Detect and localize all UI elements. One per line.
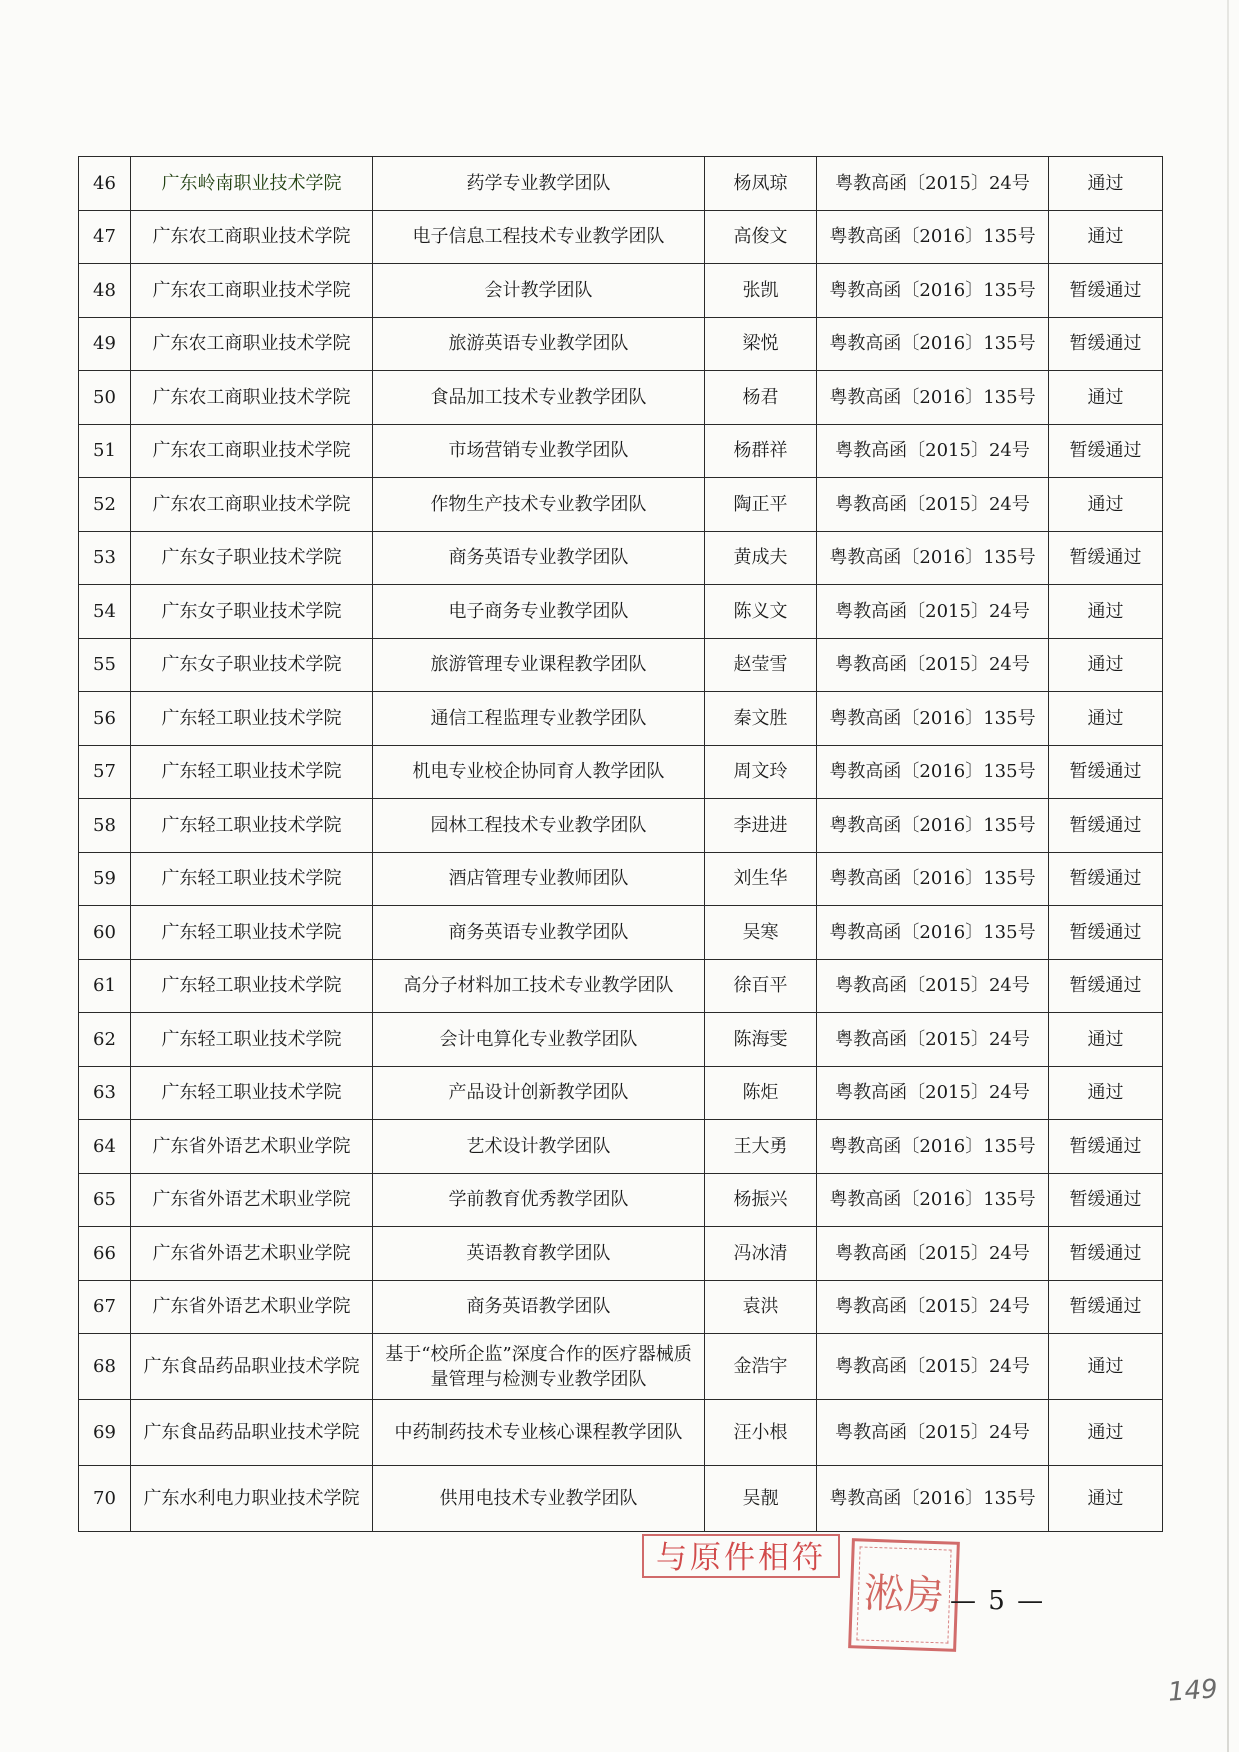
school-name: 广东轻工职业技术学院 [131,745,373,799]
document-number: 粤教高函〔2015〕24号 [817,478,1049,532]
row-number: 47 [79,210,131,264]
review-result: 暂缓通过 [1049,1227,1163,1281]
document-number: 粤教高函〔2015〕24号 [817,1013,1049,1067]
row-number: 50 [79,371,131,425]
review-result: 通过 [1049,210,1163,264]
table-row [79,692,1163,746]
school-name: 广东农工商职业技术学院 [131,478,373,532]
team-name: 旅游管理专业课程教学团队 [373,638,705,692]
copy-certified-stamp: 与原件相符 [642,1534,840,1578]
document-number: 粤教高函〔2015〕24号 [817,959,1049,1013]
review-result: 通过 [1049,1400,1163,1466]
review-result: 通过 [1049,692,1163,746]
page-edge [1227,0,1229,1752]
review-result: 暂缓通过 [1049,1280,1163,1334]
team-name: 英语教育教学团队 [373,1227,705,1281]
team-name: 电子信息工程技术专业教学团队 [373,210,705,264]
team-name: 艺术设计教学团队 [373,1120,705,1174]
team-leader: 刘生华 [705,852,817,906]
table-row [79,264,1163,318]
row-number: 53 [79,531,131,585]
team-leader: 袁洪 [705,1280,817,1334]
school-name: 广东女子职业技术学院 [131,531,373,585]
team-leader: 杨群祥 [705,424,817,478]
row-number: 69 [79,1400,131,1466]
table-row [79,906,1163,960]
document-number: 粤教高函〔2015〕24号 [817,585,1049,639]
review-result: 通过 [1049,1013,1163,1067]
review-result: 暂缓通过 [1049,745,1163,799]
row-number: 59 [79,852,131,906]
school-name: 广东省外语艺术职业学院 [131,1227,373,1281]
team-leader: 李进进 [705,799,817,853]
team-leader: 陶正平 [705,478,817,532]
team-name: 电子商务专业教学团队 [373,585,705,639]
school-name: 广东农工商职业技术学院 [131,424,373,478]
table-row [79,1280,1163,1334]
team-name: 高分子材料加工技术专业教学团队 [373,959,705,1013]
document-number: 粤教高函〔2016〕135号 [817,1173,1049,1227]
team-name: 作物生产技术专业教学团队 [373,478,705,532]
review-result: 通过 [1049,478,1163,532]
school-name: 广东岭南职业技术学院 [131,157,373,211]
team-leader: 黄成夫 [705,531,817,585]
review-result: 通过 [1049,1466,1163,1532]
review-result: 暂缓通过 [1049,424,1163,478]
school-name: 广东食品药品职业技术学院 [131,1400,373,1466]
table-row [79,1120,1163,1174]
row-number: 55 [79,638,131,692]
team-name: 商务英语教学团队 [373,1280,705,1334]
document-number: 粤教高函〔2016〕135号 [817,531,1049,585]
row-number: 62 [79,1013,131,1067]
school-name: 广东女子职业技术学院 [131,638,373,692]
team-leader: 冯冰清 [705,1227,817,1281]
review-result: 暂缓通过 [1049,906,1163,960]
row-number: 54 [79,585,131,639]
review-result: 通过 [1049,1066,1163,1120]
row-number: 61 [79,959,131,1013]
table-row [79,638,1163,692]
table-row [79,371,1163,425]
table-row [79,1466,1163,1532]
row-number: 57 [79,745,131,799]
document-number: 粤教高函〔2016〕135号 [817,210,1049,264]
table-row [79,531,1163,585]
team-name: 会计电算化专业教学团队 [373,1013,705,1067]
document-number: 粤教高函〔2016〕135号 [817,1120,1049,1174]
row-number: 66 [79,1227,131,1281]
row-number: 64 [79,1120,131,1174]
review-result: 暂缓通过 [1049,799,1163,853]
row-number: 46 [79,157,131,211]
table-row [79,1334,1163,1400]
team-leader: 陈海雯 [705,1013,817,1067]
team-leader: 陈义文 [705,585,817,639]
seal-stamp: 淞房 [848,1538,960,1652]
table-row [79,157,1163,211]
table-row [79,799,1163,853]
school-name: 广东农工商职业技术学院 [131,210,373,264]
team-leader: 高俊文 [705,210,817,264]
school-name: 广东省外语艺术职业学院 [131,1173,373,1227]
team-name: 酒店管理专业教师团队 [373,852,705,906]
table-row [79,478,1163,532]
document-number: 粤教高函〔2015〕24号 [817,1066,1049,1120]
team-name: 市场营销专业教学团队 [373,424,705,478]
row-number: 52 [79,478,131,532]
team-leader: 吴靓 [705,1466,817,1532]
document-number: 粤教高函〔2015〕24号 [817,1400,1049,1466]
school-name: 广东农工商职业技术学院 [131,371,373,425]
review-result: 暂缓通过 [1049,317,1163,371]
document-number: 粤教高函〔2016〕135号 [817,852,1049,906]
team-name: 学前教育优秀教学团队 [373,1173,705,1227]
school-name: 广东轻工职业技术学院 [131,852,373,906]
table-row [79,852,1163,906]
school-name: 广东农工商职业技术学院 [131,317,373,371]
table-row [79,317,1163,371]
school-name: 广东轻工职业技术学院 [131,906,373,960]
team-name: 旅游英语专业教学团队 [373,317,705,371]
team-name: 商务英语专业教学团队 [373,531,705,585]
document-number: 粤教高函〔2016〕135号 [817,1466,1049,1532]
team-name: 会计教学团队 [373,264,705,318]
team-name: 食品加工技术专业教学团队 [373,371,705,425]
handwritten-note: 149 [1167,1674,1219,1708]
document-number: 粤教高函〔2016〕135号 [817,371,1049,425]
team-leader: 金浩宇 [705,1334,817,1400]
team-leader: 赵莹雪 [705,638,817,692]
team-leader: 王大勇 [705,1120,817,1174]
team-leader: 梁悦 [705,317,817,371]
document-number: 粤教高函〔2015〕24号 [817,1334,1049,1400]
team-leader: 吴寒 [705,906,817,960]
table-row [79,1400,1163,1466]
row-number: 65 [79,1173,131,1227]
school-name: 广东省外语艺术职业学院 [131,1120,373,1174]
school-name: 广东农工商职业技术学院 [131,264,373,318]
document-number: 粤教高函〔2016〕135号 [817,906,1049,960]
row-number: 58 [79,799,131,853]
page-number: — 5 — [950,1586,1046,1616]
school-name: 广东轻工职业技术学院 [131,1066,373,1120]
review-result: 通过 [1049,371,1163,425]
review-result: 通过 [1049,585,1163,639]
review-result: 暂缓通过 [1049,1173,1163,1227]
team-name: 基于“校所企监”深度合作的医疗器械质量管理与检测专业教学团队 [373,1334,705,1400]
table-row [79,1227,1163,1281]
school-name: 广东轻工职业技术学院 [131,1013,373,1067]
team-name: 商务英语专业教学团队 [373,906,705,960]
school-name: 广东轻工职业技术学院 [131,959,373,1013]
teams-table [78,156,1163,1532]
table-row [79,210,1163,264]
document-number: 粤教高函〔2016〕135号 [817,692,1049,746]
team-name: 药学专业教学团队 [373,157,705,211]
team-name: 中药制药技术专业核心课程教学团队 [373,1400,705,1466]
team-leader: 周文玲 [705,745,817,799]
document-number: 粤教高函〔2015〕24号 [817,1280,1049,1334]
team-name: 机电专业校企协同育人教学团队 [373,745,705,799]
team-name: 供用电技术专业教学团队 [373,1466,705,1532]
row-number: 63 [79,1066,131,1120]
document-number: 粤教高函〔2015〕24号 [817,1227,1049,1281]
review-result: 通过 [1049,1334,1163,1400]
review-result: 通过 [1049,638,1163,692]
team-name: 通信工程监理专业教学团队 [373,692,705,746]
review-result: 暂缓通过 [1049,531,1163,585]
team-name: 产品设计创新教学团队 [373,1066,705,1120]
team-leader: 汪小根 [705,1400,817,1466]
row-number: 48 [79,264,131,318]
document-number: 粤教高函〔2015〕24号 [817,638,1049,692]
row-number: 49 [79,317,131,371]
row-number: 51 [79,424,131,478]
review-result: 暂缓通过 [1049,1120,1163,1174]
team-name: 园林工程技术专业教学团队 [373,799,705,853]
team-leader: 杨振兴 [705,1173,817,1227]
table-row [79,959,1163,1013]
school-name: 广东省外语艺术职业学院 [131,1280,373,1334]
team-leader: 陈炬 [705,1066,817,1120]
team-leader: 秦文胜 [705,692,817,746]
row-number: 67 [79,1280,131,1334]
document-number: 粤教高函〔2016〕135号 [817,317,1049,371]
table-row [79,1013,1163,1067]
review-result: 暂缓通过 [1049,959,1163,1013]
review-result: 通过 [1049,157,1163,211]
team-leader: 杨凤琼 [705,157,817,211]
school-name: 广东水利电力职业技术学院 [131,1466,373,1532]
table-row [79,585,1163,639]
teams-table-body [79,157,1163,1532]
row-number: 60 [79,906,131,960]
table-row [79,424,1163,478]
school-name: 广东女子职业技术学院 [131,585,373,639]
row-number: 56 [79,692,131,746]
row-number: 70 [79,1466,131,1532]
document-number: 粤教高函〔2016〕135号 [817,799,1049,853]
row-number: 68 [79,1334,131,1400]
table-row [79,745,1163,799]
review-result: 暂缓通过 [1049,264,1163,318]
document-number: 粤教高函〔2015〕24号 [817,424,1049,478]
review-result: 暂缓通过 [1049,852,1163,906]
document-number: 粤教高函〔2016〕135号 [817,745,1049,799]
table-row [79,1066,1163,1120]
team-leader: 张凯 [705,264,817,318]
table-row [79,1173,1163,1227]
school-name: 广东轻工职业技术学院 [131,692,373,746]
school-name: 广东轻工职业技术学院 [131,799,373,853]
document-number: 粤教高函〔2016〕135号 [817,264,1049,318]
document-number: 粤教高函〔2015〕24号 [817,157,1049,211]
school-name: 广东食品药品职业技术学院 [131,1334,373,1400]
team-leader: 杨君 [705,371,817,425]
team-leader: 徐百平 [705,959,817,1013]
